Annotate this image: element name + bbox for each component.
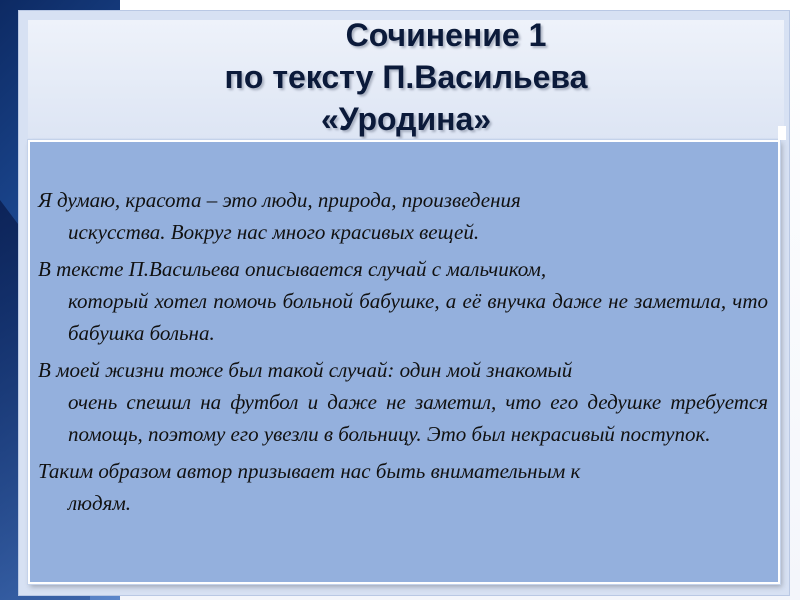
paragraph-1-first-line: Я думаю, красота – это люди, природа, произведения [38,188,521,212]
title-line-2: по тексту П.Васильева [224,59,588,95]
paragraph-2 [38,253,768,349]
paragraph-2-first-line: В тексте П.Васильева описывается случай с мальчиком, [38,257,547,281]
paragraph-3-rest: очень спешил на футбол и даже не заметил, что его дедушке требуется помощь, поэтому его увезли в больницу. Это был некрасивый поступок. [68,390,768,446]
essay-text-box [28,140,780,584]
paragraph-4-rest: людям. [68,491,131,515]
paragraph-1 [38,184,768,248]
paragraph-3 [38,354,768,450]
paragraph-3-first-line: В моей жизни тоже был такой случай: один мой знакомый [38,358,573,382]
title-line-3: «Уродина» [320,101,492,137]
paragraph-4 [38,455,768,519]
title-line-1: Сочинение 1 [345,17,547,53]
paragraph-2-rest: который хотел помочь больной бабушке, а её внучка даже не заметила, что бабушка больна. [68,289,768,345]
essay-text [38,184,768,524]
paragraph-4-first-line: Таким образом автор призывает нас быть внимательным к [38,459,581,483]
slide-title [28,14,784,140]
paragraph-1-rest: искусства. Вокруг нас много красивых вещей. [68,220,480,244]
